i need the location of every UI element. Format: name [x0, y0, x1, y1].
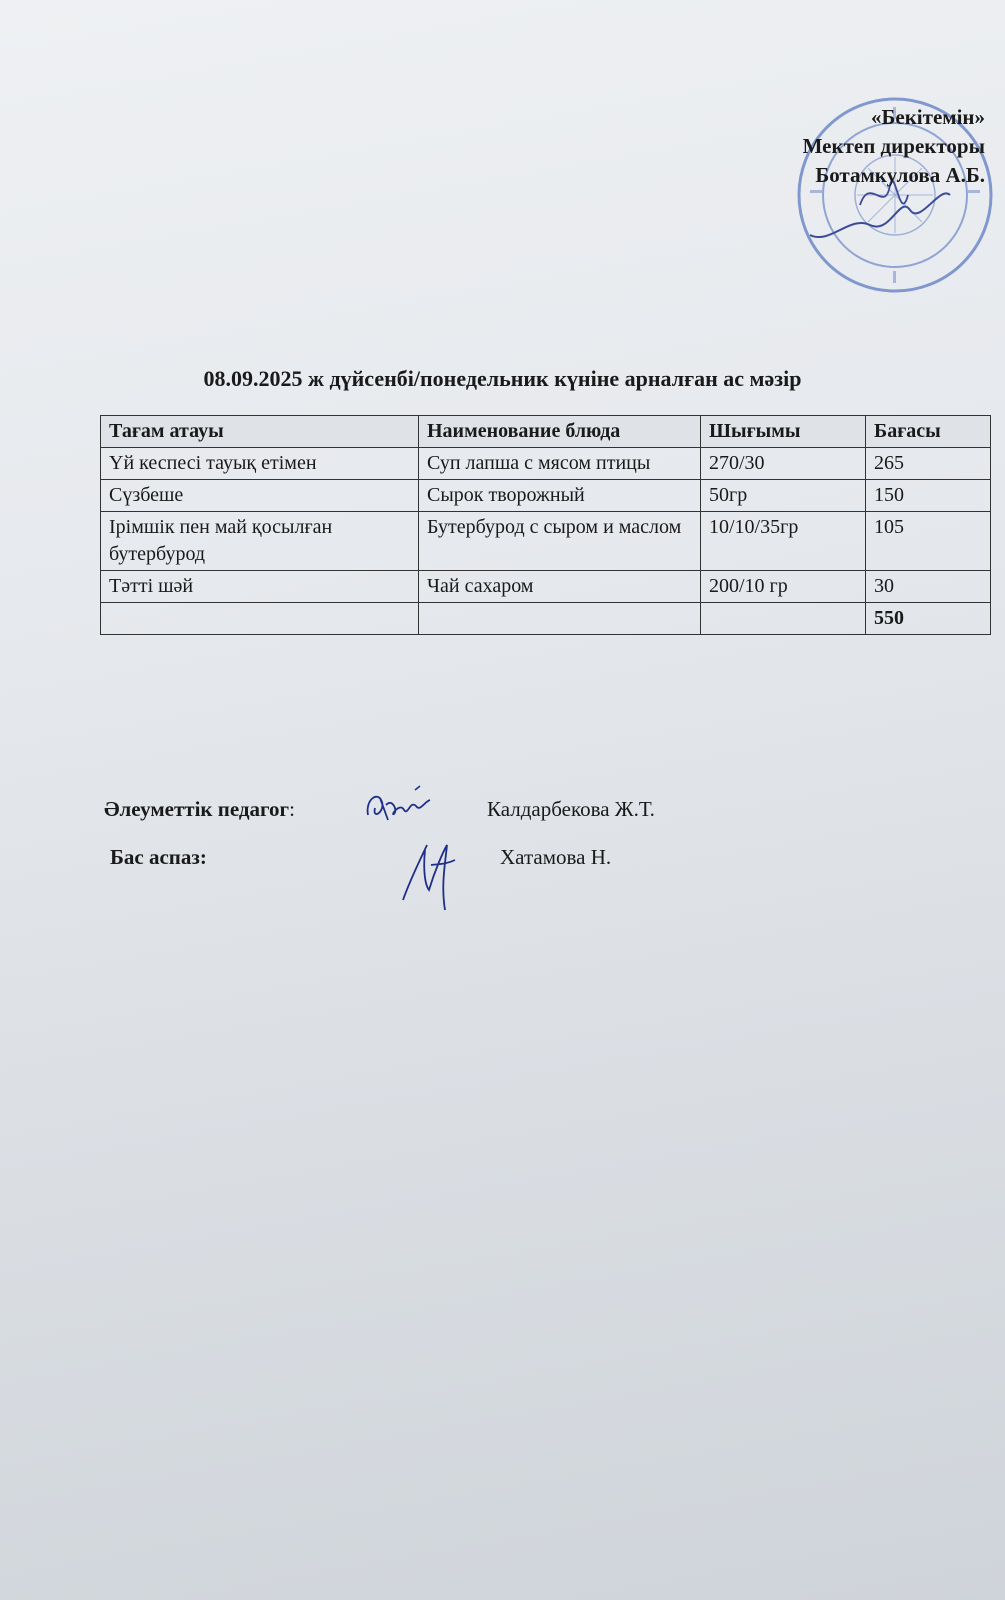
header-portion: Шығымы — [701, 416, 866, 448]
table-total-row — [101, 603, 991, 635]
approval-block — [803, 103, 985, 190]
table-header-row — [101, 416, 991, 448]
approval-line1: «Бекітемін» — [870, 105, 985, 129]
cell-dish-kz: Сүзбеше — [101, 480, 419, 512]
chef-signature — [395, 830, 465, 915]
cell-portion: 50гр — [701, 480, 866, 512]
table-row — [101, 448, 991, 480]
cell-price: 30 — [866, 571, 991, 603]
table-row — [101, 571, 991, 603]
approval-line3: Ботамкулова А.Б. — [815, 163, 985, 187]
approval-line2: Мектеп директоры — [802, 134, 985, 158]
cell-dish-ru: Чай сахаром — [419, 571, 701, 603]
chef-name: Хатамова Н. — [500, 845, 612, 869]
cell-empty — [101, 603, 419, 635]
social-pedagog-name: Калдарбекова Ж.Т. — [487, 797, 655, 821]
cell-dish-ru: Сырок творожный — [419, 480, 701, 512]
cell-price: 265 — [866, 448, 991, 480]
cell-portion: 200/10 гр — [701, 571, 866, 603]
cell-dish-kz: Үй кеспесі тауық етімен — [101, 448, 419, 480]
table-row — [101, 512, 991, 571]
header-dish-ru: Наименование блюда — [419, 416, 701, 448]
cell-dish-kz: Ірімшік пен май қосылған бутербурод — [101, 512, 419, 571]
social-pedagog-label-text: Әлеуметтік педагог — [104, 797, 290, 821]
cell-dish-kz: Тәтті шәй — [101, 571, 419, 603]
header-price: Бағасы — [866, 416, 991, 448]
cell-price: 105 — [866, 512, 991, 571]
header-dish-kz: Тағам атауы — [101, 416, 419, 448]
social-pedagog-label-colon: : — [289, 797, 295, 821]
chef-label: Бас аспаз: — [110, 845, 207, 869]
social-pedagog-label — [104, 797, 295, 822]
cell-total-price: 550 — [866, 603, 991, 635]
cell-dish-ru: Суп лапша с мясом птицы — [419, 448, 701, 480]
cell-empty — [419, 603, 701, 635]
cell-portion: 270/30 — [701, 448, 866, 480]
page-title: 08.09.2025 ж дүйсенбі/понедельник күніне арналған ас мәзір — [203, 366, 802, 391]
table-row — [101, 480, 991, 512]
cell-portion: 10/10/35гр — [701, 512, 866, 571]
pedagog-signature — [360, 780, 435, 830]
menu-table — [100, 415, 991, 635]
cell-dish-ru: Бутербурод с сыром и маслом — [419, 512, 701, 571]
cell-price: 150 — [866, 480, 991, 512]
cell-empty — [701, 603, 866, 635]
